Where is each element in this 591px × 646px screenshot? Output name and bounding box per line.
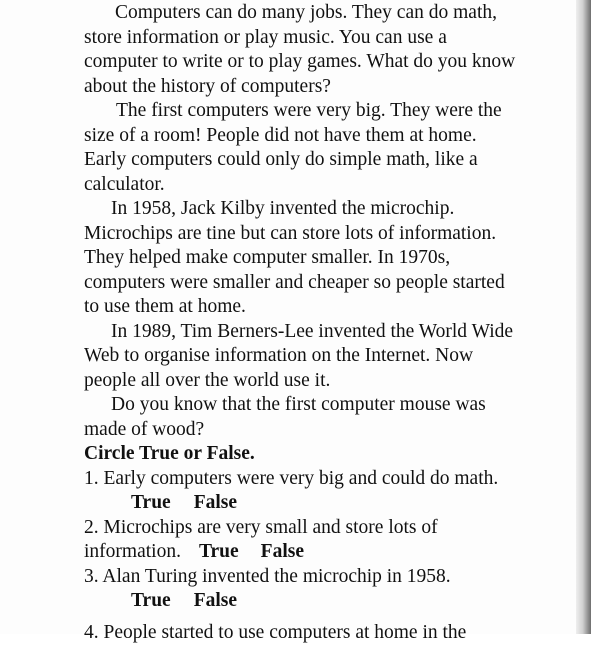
paragraph-3-line-5: to use them at home.: [84, 296, 246, 317]
paragraph-1-line-4: about the history of computers?: [84, 75, 331, 97]
paragraph-3-line-1: In 1958, Jack Kilby invented the microchip.: [111, 198, 455, 219]
paragraph-4-line-3: people all over the world use it.: [84, 369, 331, 391]
paragraph-2-line-3: Early computers could only do simple math, like a: [84, 149, 478, 170]
paragraph-2-line-2: size of a room! People did not have them at home.: [84, 124, 477, 146]
question-2-line-2: [84, 540, 564, 565]
paragraph-2-line-1: The first computers were very big. They were the: [116, 100, 502, 121]
paragraph-2-line-4: calculator.: [84, 173, 165, 195]
paragraph-3-line-4: computers were smaller and cheaper so people started: [84, 271, 505, 293]
page-edge-shadow: [576, 0, 591, 634]
exercise-heading: Circle True or False.: [84, 443, 255, 464]
reading-text: [84, 1, 564, 614]
paragraph-4-line-1: In 1989, Tim Berners-Lee invented the World Wide: [111, 320, 514, 342]
question-3: 3. Alan Turing invented the microchip in 1958.: [84, 565, 451, 587]
question-2-true-option[interactable]: True: [198, 541, 239, 562]
question-4-partial: 4. People started to use computers at home in the: [84, 622, 467, 643]
paragraph-1-line-3: computer to write or to play games. What do you know: [84, 51, 516, 72]
paragraph-1-line-1: Computers can do many jobs. They can do math,: [115, 2, 497, 23]
question-2-line-1: 2. Microchips are very small and store lots of: [84, 516, 438, 538]
paragraph-5-line-2: made of wood?: [84, 418, 205, 440]
paragraph-1-line-2: store information or play music. You can use a: [84, 26, 447, 48]
question-2-text: information.: [84, 541, 181, 562]
question-3-options: [84, 589, 564, 614]
question-2-false-option[interactable]: False: [260, 541, 304, 562]
question-1-options: [84, 491, 564, 516]
question-1: 1. Early computers were very big and could do math.: [84, 467, 499, 489]
paragraph-4-line-2: Web to organise information on the Internet. Now: [84, 345, 474, 366]
paragraph-5-line-1: Do you know that the first computer mouse was: [111, 394, 486, 415]
question-3-false-option[interactable]: False: [193, 590, 238, 611]
question-1-true-option[interactable]: True: [131, 492, 171, 513]
paragraph-3-line-2: Microchips are tine but can store lots of information.: [84, 222, 497, 244]
question-3-true-option[interactable]: True: [131, 590, 171, 611]
paragraph-3-line-3: They helped make computer smaller. In 1970s,: [84, 247, 451, 268]
question-1-false-option[interactable]: False: [193, 492, 238, 513]
